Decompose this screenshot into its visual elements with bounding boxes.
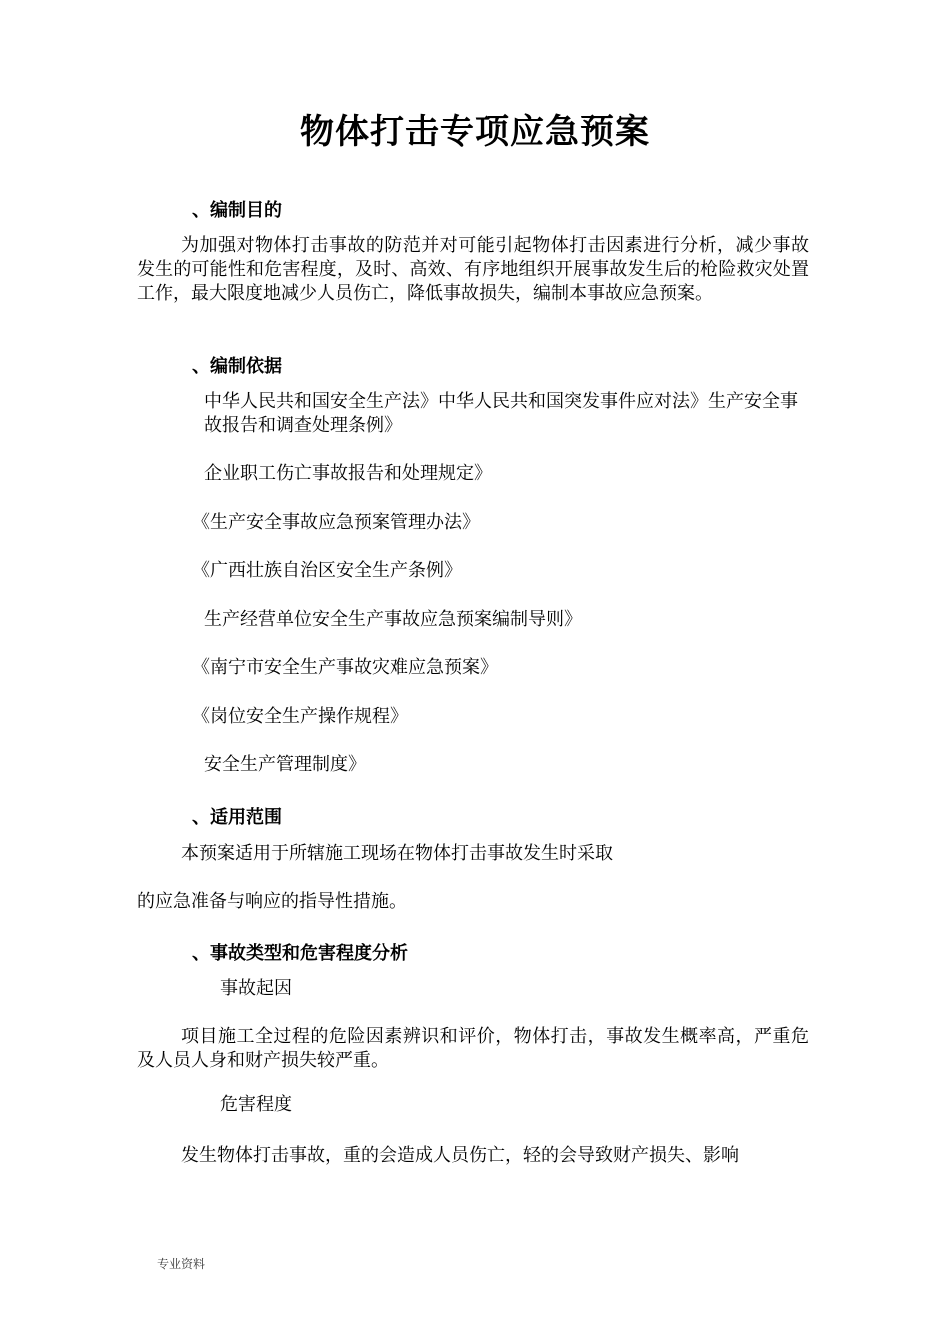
section-heading-analysis: 、事故类型和危害程度分析 xyxy=(192,943,408,964)
basis-item: 中华人民共和国安全生产法》中华人民共和国突发事件应对法》生产安全事故报告和调查处理条例》 xyxy=(204,391,798,436)
subheading-accident-cause: 事故起因 xyxy=(220,978,292,999)
basis-item: 企业职工伤亡事故报告和处理规定》 xyxy=(204,463,492,484)
scope-line-2: 的应急准备与响应的指导性措施。 xyxy=(137,891,407,912)
basis-item: 《岗位安全生产操作规程》 xyxy=(192,706,408,727)
section-heading-scope: 、适用范围 xyxy=(192,807,282,828)
basis-item: 《生产安全事故应急预案管理办法》 xyxy=(192,512,480,533)
cause-paragraph: 项目施工全过程的危险因素辨识和评价，物体打击，事故发生概率高，严重危及人员人身和财产损失较严重。 xyxy=(137,1026,809,1071)
document-title: 物体打击专项应急预案 xyxy=(300,112,650,152)
page-footer: 专业资料 xyxy=(157,1257,206,1271)
basis-item: 安全生产管理制度》 xyxy=(204,754,366,775)
section-heading-basis: 、编制依据 xyxy=(192,356,282,377)
basis-item: 《广西壮族自治区安全生产条例》 xyxy=(192,560,462,581)
basis-item: 《南宁市安全生产事故灾难应急预案》 xyxy=(192,657,498,678)
severity-paragraph: 发生物体打击事故，重的会造成人员伤亡，轻的会导致财产损失、影响 xyxy=(181,1145,739,1166)
purpose-paragraph: 为加强对物体打击事故的防范并对可能引起物体打击因素进行分析，减少事故发生的可能性和危害程度，及时、高效、有序地组织开展事故发生后的枪险救灾处置工作，最大限度地减少人员伤亡，降低事故损失，编制本事故应急预案。 xyxy=(137,235,809,304)
scope-line-1: 本预案适用于所辖施工现场在物体打击事故发生时采取 xyxy=(181,843,613,864)
section-heading-purpose: 、编制目的 xyxy=(192,200,282,221)
subheading-severity: 危害程度 xyxy=(220,1094,292,1115)
basis-item: 生产经营单位安全生产事故应急预案编制导则》 xyxy=(204,609,582,630)
